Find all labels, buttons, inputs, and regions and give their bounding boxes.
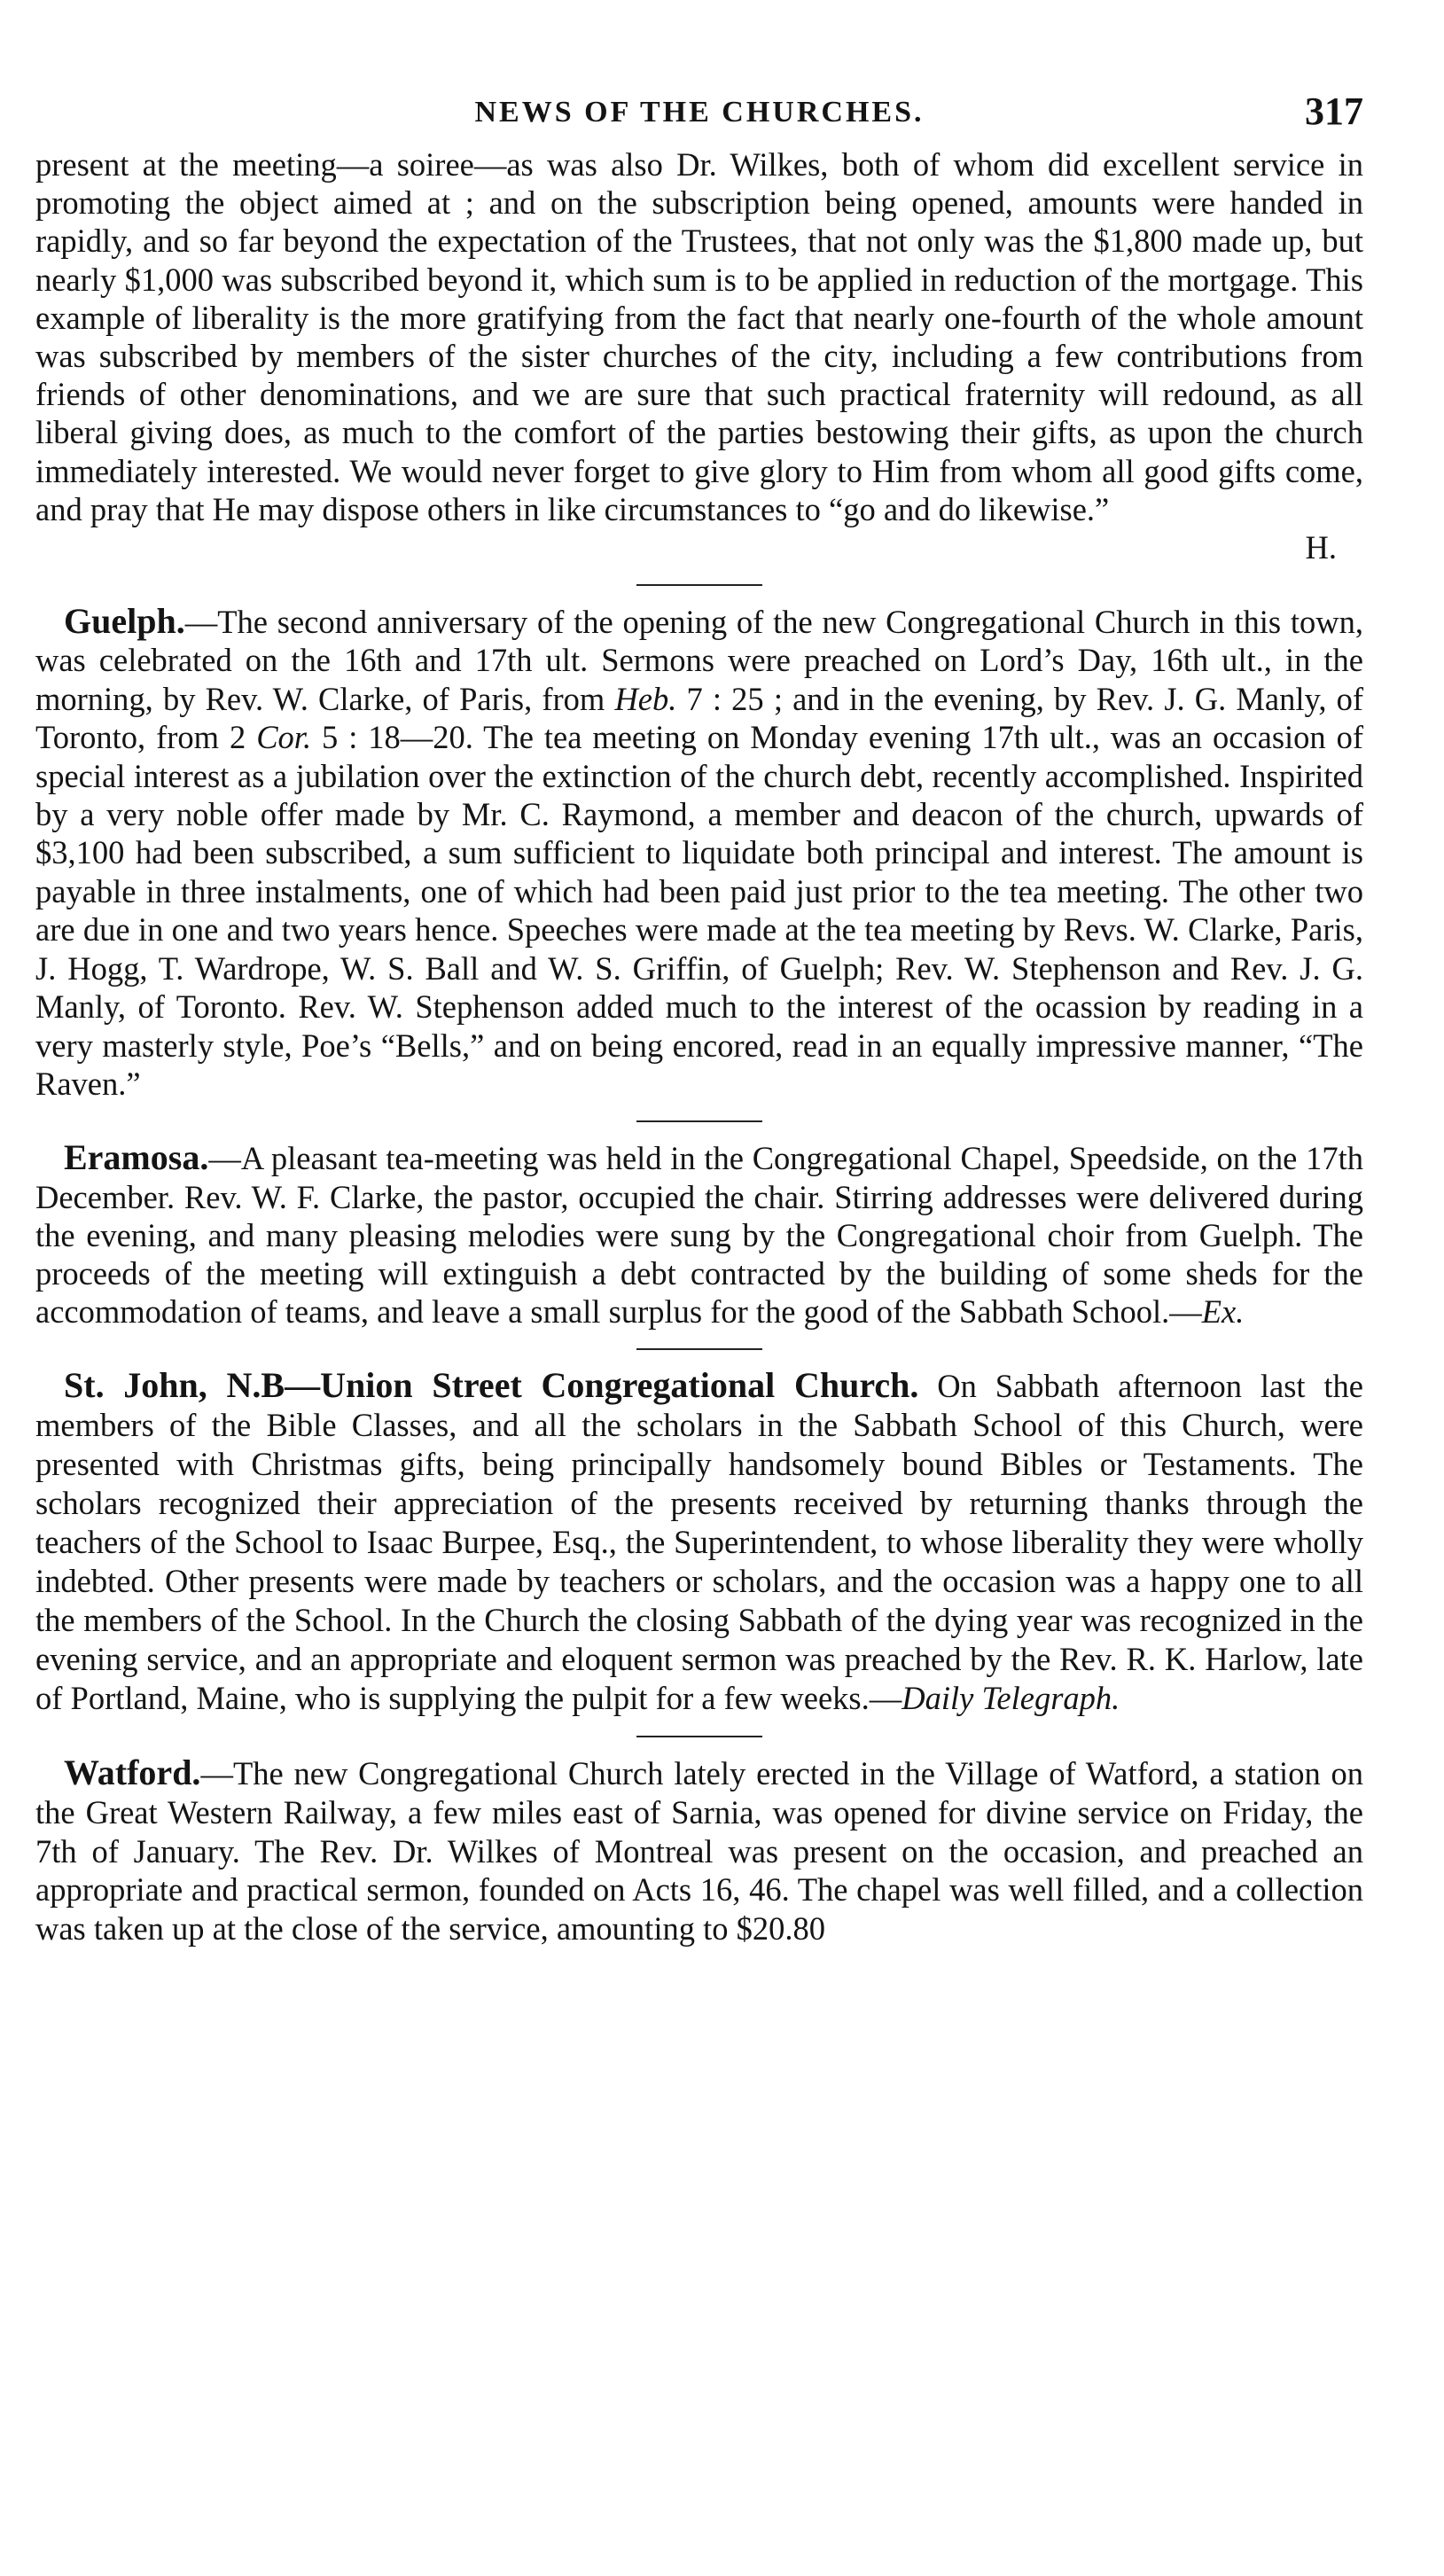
article-guelph-text: 7 : 25 ; and in the evening, by Rev. J. G. Manly, of Toronto, from 2	[35, 680, 1364, 756]
author-signature: H.	[1305, 529, 1337, 566]
running-header	[35, 80, 1363, 145]
article-guelph-lead: Guelph.	[64, 601, 185, 642]
section-divider	[636, 1120, 762, 1122]
article-st-john-text: On Sabbath afternoon last the members of the Bible Classes, and all the scholars in the Sabbath School of this Church, were presented with Christmas gifts, being principally handsomely bound Bibles or Testaments. The scholars recognized their appreciation of the presents received by returning thanks through the teachers of the School to Isaac Burpee, Esq., the Superintendent, to whose liberality they were wholly indebted. Other presents were made by teachers or scholars, and the occasion was a happy one to all the members of the School. In the Church the closing Sabbath of the dying year was recognized in the evening service, and an appropriate and eloquent sermon was preached by the Rev. R. K. Harlow, late of Portland, Maine, who is supplying the pulpit for a few weeks.—	[35, 1368, 1363, 1717]
article-watford	[35, 1753, 1363, 1948]
running-title: NEWS OF THE CHURCHES.	[474, 96, 925, 129]
article-eramosa	[35, 1138, 1363, 1331]
article-st-john-heading: —Union Street Congregational Church.	[285, 1365, 919, 1406]
article-eramosa-text: —A pleasant tea-meeting was held in the Congregational Chapel, Speedside, on the 17th December. Rev. W. F. Clarke, the pastor, occupied the chair. Stirring addresses were delivered during the evening, and many pleasing melodies were sung by the Congregational choir from Guelph. The proceeds of the meeting will extinguish a debt contracted by the building of some sheds for the accommodation of teams, and leave a small surplus for the good of the Sabbath School.—	[35, 1140, 1363, 1331]
article-source: Daily Telegraph.	[902, 1680, 1120, 1717]
page-number: 317	[1305, 90, 1363, 133]
scripture-ref: Cor.	[256, 719, 312, 756]
section-divider	[636, 584, 762, 586]
article-continued-body: present at the meeting—a soiree—as was also Dr. Wilkes, both of whom did excellent service in promoting the object aimed at ; and on the subscription being opened, amounts were handed in rapidly, and so far beyond the expectation of the Trustees, that not only was the $1,800 made up, but nearly $1,000 was subscribed beyond it, which sum is to be applied in reduction of the mortgage. This example of liberality is the more gratifying from the fact that nearly one-fourth of the whole amount was subscribed by members of the sister churches of the city, including a few contributions from friends of other denominations, and we are sure that such practical fraternity will redound, as all liberal giving does, as much to the comfort of the parties bestowing their gifts, as upon the church immediately interested. We would never forget to give glory to Him from whom all good gifts come, and pray that He may dispose others in like circumstances to “go and do likewise.”	[35, 146, 1363, 527]
article-eramosa-lead: Eramosa.	[64, 1137, 209, 1178]
article-eramosa-body	[35, 1138, 1363, 1331]
section-divider	[636, 1736, 762, 1737]
page	[35, 80, 1363, 1948]
article-guelph-body	[35, 602, 1363, 1103]
article-guelph-text: —The second anniversary of the opening of the new Congregational Church in this town, was celebrated on the 16th and 17th ult. Sermons were preached on Lord’s Day, 16th ult., in the morning, by Rev. W. Clarke, of Paris, from	[35, 604, 1363, 717]
scripture-ref: Heb.	[614, 680, 677, 717]
article-st-john	[35, 1366, 1363, 1718]
article-guelph	[35, 602, 1363, 1103]
article-guelph-text: 5 : 18—20. The tea meeting on Monday evening 17th ult., was an occasion of special interest as a jubilation over the extinction of the church debt, recently accomplished. Inspirited by a very noble offer made by Mr. C. Raymond, a member and deacon of the church, upwards of $3,100 had been subscribed, a sum sufficient to liquidate both principal and interest. The amount is payable in three instalments, one of which had been paid just prior to the tea meeting. The other two are due in one and two years hence. Speeches were made at the tea meeting by Revs. W. Clarke, Paris, J. Hogg, T. Wardrope, W. S. Ball and W. S. Griffin, of Guelph; Rev. W. Stephenson and Rev. J. G. Manly, of Toronto. Rev. W. Stephenson added much to the interest of the ocassion by reading in a very masterly style, Poe’s “Bells,” and on being encored, read in an equally impressive manner, “The Raven.”	[35, 719, 1364, 1102]
article-watford-lead: Watford.	[64, 1752, 201, 1793]
article-st-john-lead: St. John, N.B	[64, 1365, 285, 1406]
article-watford-body	[35, 1753, 1363, 1948]
section-divider	[636, 1348, 762, 1350]
article-continued	[35, 145, 1363, 566]
article-watford-text: —The new Congregational Church lately erected in the Village of Watford, a station on the Great Western Railway, a few miles east of Sarnia, was opened for divine service on Friday, the 7th of January. The Rev. Dr. Wilkes of Montreal was present on the occasion, and preached an appropriate and practical sermon, founded on Acts 16, 46. The chapel was well filled, and a collection was taken up at the close of the service, amounting to $20.80	[35, 1755, 1363, 1947]
article-st-john-body	[35, 1366, 1363, 1718]
article-source: Ex.	[1201, 1293, 1245, 1331]
